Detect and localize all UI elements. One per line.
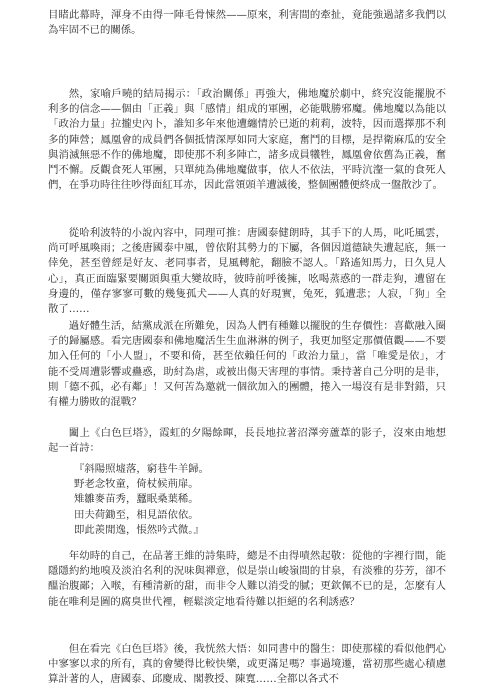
paragraph-1: 目睹此幕時，渾身不由得一陣毛骨悚然——原來，利害間的牽扯，竟能強過諸多我們以為牢固不已的關係。 bbox=[48, 9, 446, 37]
poem-line: 雉雛麥苗秀，蠶眠桑葉稀。 bbox=[74, 493, 199, 506]
paragraph-2: 然，家喻戶曉的結局揭示：「政治關係」再強大，佛地魔於劇中，終究沒能擺脫不利多的信念——個由「正義」與「感情」組成的軍團，必能戰勝邪魔。佛地魔以為能以「政治力量」拉攏史內卜，誰知多年來他遭纏情於已逝的莉莉，波特，因而選擇那不利多的陣營；鳳凰會的成員們各個抵情深厚如同大家庭，奮鬥的目標，是捍衛麻瓜的安全與消滅無惡不作的佛地魔，即使那不利多陣亡，諸多成員犧牲，鳳凰會依舊為正義，奮鬥不懈。反觀食死人軍團，只單純為佛地魔做事，依人不依法，平時沆瀣一氣的食死人們，在爭功時往往吵得面紅耳赤，因此當領頭羊遭滅後，整個團體便終成一盤散沙了。 bbox=[48, 88, 446, 192]
paragraph-6: 年幼時的自己，在品著王維的詩集時，總是不由得嘖然起敬：從他的字裡行間，能隱隱約約地嗅及淡泊名利的況味與禪意，似是崇山峻嶺間的甘泉，有淡雅的芬芳，卻不醞治腹鄙；入喉，有種清新的甜，而非令人難以消受的膩；更欽佩不已的是，怎麼有人能在唯利是圖的腐臭世代裡，輕鬆淡定地看待難以拒絕的名利誘惑？ bbox=[48, 550, 446, 608]
poem-line: 野老念牧童，倚杖候荊扉。 bbox=[74, 478, 199, 491]
poem-line: 即此羨閒逸，悵然吟式微。』 bbox=[74, 523, 204, 536]
poem bbox=[74, 462, 394, 538]
poem-line: 田夫荷鋤至，相見語依依。 bbox=[74, 508, 199, 521]
paragraph-5: 闔上《白色巨塔》，霞虹的夕陽餘暉，長長地拉著沼澤旁蘆葦的影子，沒來由地想起一首詩： bbox=[48, 427, 446, 455]
paragraph-7: 但在看完《白色巨塔》後，我恍然大悟：如同書中的醫生：即使那樣的看似他們心中寥寥以求的所有，真的會變得比較快樂，或更滿足嗎？事過境遷，當初那些處心積慮算計著的人，唐國泰、邱慶成、閣教授、陳寬……全都以各式不 bbox=[48, 643, 446, 686]
poem-line: 『斜陽照墟落，窮巷牛羊歸。 bbox=[74, 463, 210, 475]
paragraph-3: 從哈利波特的小說內容中，同理可推：唐國泰健朗時，其手下的人馬，叱吒風雲，尚可呼風喚雨；之後唐國泰中風，曾依附其勢力的下屬，各個因道德缺失遭起底，無一倖免，甚至曾經是好友、老同事者，見風轉舵，翻臉不認人。「路遙知馬力，日久見人心」，真正面臨緊要關頭與重大變故時，彼時前呼後擁，吆喝蒸惑的一群走狗，遭留在身邊的，僅存寥寥可數的幾隻孤犬——人真的好現實，兔死，狐遭悲；人寂，「狗」全散了…… bbox=[48, 227, 446, 316]
paragraph-4: 過好體生活，結黨成派在所難免，因為人們有種難以擺脫的生存價性：喜歡融入圈子的歸屬感。看完唐國泰和佛地魔活生生血淋淋的例子，我更加堅定那價值觀——不要加入任何的「小人盟」，不要和倚，甚至依賴任何的「政治力量」，當「唯愛是依」，才能不受周遭影響或蠱惑，助紂為虐，或被出傷天害理的事情。秉持著自己分明的是非，則「德不孤，必有鄰」！又何苦為邀就一個欲加入的團體，捲入一場沒有是非對錯，只有權力勝敗的混戰？ bbox=[48, 320, 446, 409]
